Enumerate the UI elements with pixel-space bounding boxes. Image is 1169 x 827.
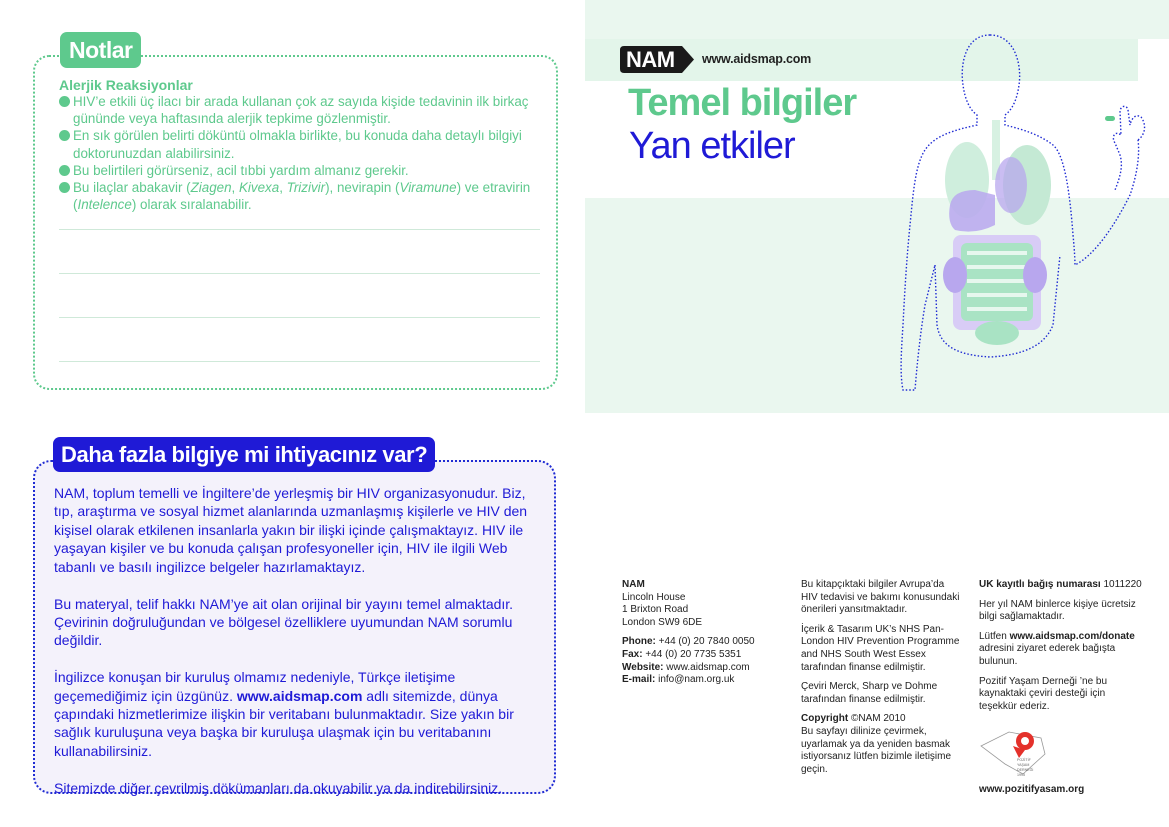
cover-url[interactable]: www.aidsmap.com [702,52,812,66]
bullet-icon [59,96,70,107]
email-link[interactable]: info@nam.org.uk [655,674,735,686]
charity-paragraph: Her yıl NAM binlerce kişiye ücretsiz bilgi sağlamaktadır. [979,598,1136,623]
phone-line: Phone: +44 (0) 20 7840 0050 [622,636,755,648]
writing-line [59,229,540,230]
nam-logo: NAM [620,46,694,73]
aidsmap-link[interactable]: www.aidsmap.com [236,687,363,704]
svg-text:YAŞAM: YAŞAM [1017,763,1030,767]
note-item: HIV’e etkili üç ilacı bir arada kullanan çok az sayıda kişide tedavinin ilk birkaç gününde veya haftasında alerjik tepkime gözlenmiştir. [59,93,549,127]
cover-title: Temel bilgiler [628,82,857,124]
cover-subtitle: Yan etkiler [629,125,795,167]
notes-content [59,77,549,213]
allergic-reactions-heading: Alerjik Reaksiyonlar [59,77,193,93]
pozitif-yasam-link[interactable]: www.pozitifyasam.org [979,784,1085,795]
bullet-icon [59,182,70,193]
more-info-content [54,484,546,816]
writing-line [59,273,540,274]
info-paragraph: NAM, toplum temelli ve İngiltere’de yerleşmiş bir HIV organizasyonudur. Biz, tıp, araştırma ve sosyal hizmet alanlarında uzmanlaşmış kişilerle ve HIV den kişisel olarak etkilenen insanlarla yakın bir ilişki içinde çalışmaktayız. HIV ile yaşayan kişiler ve bu konuda çalışan profesyoneller için, HIV ile ilgili Web tabanlı ve basılı ingilizce belgeler hazırlamaktayız. [54,485,528,575]
charity-number-line: UK kayıtlı bağış numarası 1011220 [979,579,1142,590]
pozitif-yasam-logo [979,724,1049,779]
info-paragraph: Sitemizde diğer çevrilmiş dökümanları da okuyabilir ya da indirebilirsiniz. [54,779,503,796]
writing-line [59,317,540,318]
info-paragraph: İngilizce konuşan bir kuruluş olmamız nedeniyle, Türkçe iletişime geçemediğimiz için üzgünüz. www.aidsmap.com adlı sitemizde, dünya çapındaki hizmetlerimize ilişkin bir veritabanı bulunmaktadır. Size yakın bir sağlık kuruluşuna veya başka bir kuruluşa ulaşmak için bu veritabanını kullanabilirsiniz. [54,669,514,759]
donate-link[interactable]: www.aidsmap.com/donate [1009,630,1135,642]
fax-line: Fax: +44 (0) 20 7735 5351 [622,648,742,660]
credits-paragraph: Bu sayfayı dilinize çevirmek, uyarlamak ya da yeniden basmak istiyorsanız lütfen bizimle iletişime geçin. [801,725,952,775]
credits-paragraph: İçerik & Tasarım UK’s NHS Pan-London HIV Prevention Programme and NHS South West Essex tarafından finanse edilmiştir. [801,623,960,673]
email-line: E-mail: info@nam.org.uk [622,674,735,686]
notes-tab-label: Notlar [60,32,141,68]
org-name: NAM [622,579,645,590]
contact-column [622,579,782,687]
website-link[interactable]: www.aidsmap.com [663,661,750,673]
bullet-icon [59,130,70,141]
credits-column [801,579,961,776]
info-paragraph: Bu materyal, telif hakkı NAM’ye ait olan orijinal bir yayını temel almaktadır. Çevirinin doğruluğundan ve bölgesel özelliklere uyumundan NAM sorumlu değildir. [54,595,514,649]
svg-text:POZİTİF: POZİTİF [1017,758,1031,762]
bullet-icon [59,165,70,176]
writing-line [59,361,540,362]
copyright-line: Copyright ©NAM 2010 [801,713,906,725]
credits-paragraph: Çeviri Merck, Sharp ve Dohme tarafından finanse edilmiştir. [801,681,938,705]
charity-column [979,579,1144,713]
website-line: Website: www.aidsmap.com [622,661,750,673]
svg-text:1995: 1995 [1017,773,1025,777]
address-line: 1 Brixton Road [622,604,689,616]
thanks-paragraph: Pozitif Yaşam Derneği ’ne bu kaynaktaki çeviri desteği için teşekkür ederiz. [979,675,1108,712]
human-body-illustration [895,25,1155,400]
more-info-heading: Daha fazla bilgiye mi ihtiyacınız var? [53,437,435,472]
note-item-drugs: Bu ilaçlar abakavir (Ziagen, Kivexa, Trizivir), nevirapin (Viramune) ve etravirin (Intelence) olarak sıralanabilir. [59,179,549,213]
donate-paragraph: Lütfen www.aidsmap.com/donate adresini ziyaret ederek bağışta bulunun. [979,630,1135,667]
svg-text:DERNEĞİ: DERNEĞİ [1017,768,1034,772]
note-item: En sık görülen belirti döküntü olmakla birlikte, bu konuda daha detaylı bilgiyi doktorunuzdan alabilirsiniz. [59,127,549,161]
address-line: London SW9 6DE [622,616,703,628]
note-item: Bu belirtileri görürseniz, acil tıbbi yardım almanız gerekir. [59,162,549,179]
address-line: Lincoln House [622,591,686,603]
credits-paragraph: Bu kitapçıktaki bilgiler Avrupa’da HIV tedavisi ve bakımı konusundaki önerileri yansıtmaktadır. [801,579,960,616]
